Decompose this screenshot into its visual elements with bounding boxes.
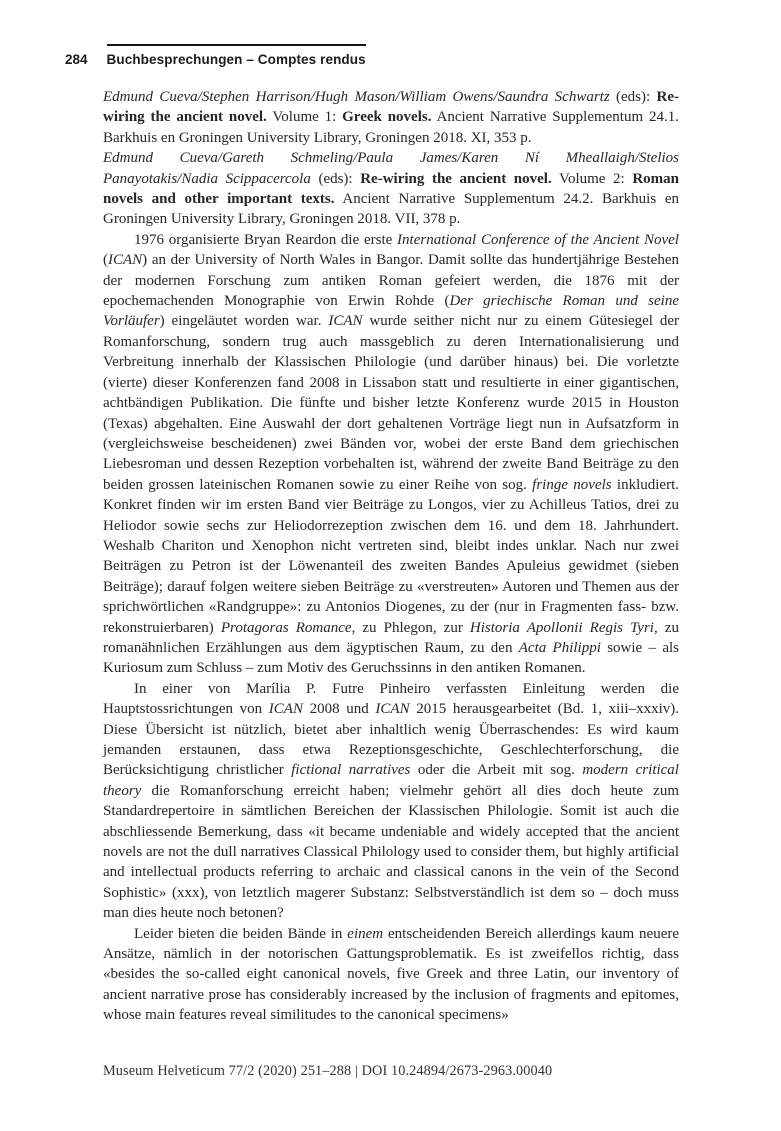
text-segment-normal: ) an der University of North Wales in Bangor. Damit sollte das hundertjährige Bestehen der modernen Forschung zum antiken Roman gefeiert werden, die 1876 mit der epochemachenden Monographie von Erwin Rohde ( bbox=[103, 252, 679, 310]
paragraph bbox=[103, 230, 679, 679]
text-segment-normal: (eds): bbox=[310, 170, 361, 187]
text-segment-normal: Leider bieten die beiden Bände in bbox=[134, 925, 348, 942]
text-segment-normal: wurde seither nicht nur zu einem Gütesiegel der Romanforschung, sondern trug auch massgeblich zu deren Internationalisierung und Verbreitung innerhalb der Klassischen Philologie (und darüber hinaus) bei. Die vorletzte (vierte) dieser Konferenzen fand 2008 in Lissabon statt und resultierte in einer gigantischen, achtbändigen Publikation. Die fünfte und bisher letzte Konferenz wurde 2015 in Houston (Texas) abgehalten. Eine Auswahl der dort gehaltenen Vorträge liegt nun in Aufsatzform in (vergleichsweise bescheidenen) zwei Bänden vor, wobei der erste Band dem griechischen Liebesroman und dessen Rezeption vorbehalten ist, während der zweite Band Beiträge zu den beiden grossen lateinischen Romanen sowie zu einer Reihe von sog. bbox=[103, 313, 679, 493]
text-segment-normal: Ancient Narrative Supplementum 24.2. Barkhuis en Groningen University Library, Groningen 2018. VII, 378 p. bbox=[103, 191, 679, 228]
text-segment-normal: Volume 1: bbox=[266, 109, 343, 126]
text-segment-italic: fictional narratives bbox=[291, 762, 411, 779]
page-header bbox=[65, 44, 678, 68]
text-segment-normal: Ancient Narrative Supplementum 24.1. Barkhuis en Groningen University Library, Groningen 2018. XI, 353 p. bbox=[103, 109, 679, 146]
review-paragraphs bbox=[103, 87, 679, 1026]
paragraph bbox=[103, 87, 679, 148]
text-segment-normal: 2015 herausgearbeitet (Bd. 1, xiii–xxxiv). Diese Übersicht ist nützlich, bietet aber inhaltlich wenig Überraschendes: Es wird kaum jemanden erstaunen, dass etwa Rezeptionsgeschichte, Geschlechterforschung, die Berücksichtigung christlicher bbox=[103, 701, 680, 779]
text-segment-italic: fringe novels bbox=[532, 476, 612, 493]
text-segment-italic: Der griechische Roman und seine Vorläufer bbox=[103, 293, 679, 330]
text-segment-normal: In einer von Marília P. Futre Pinheiro verfassten Einleitung werden die Hauptstossrichtungen von bbox=[103, 680, 679, 718]
text-segment-italic: Acta Philippi bbox=[518, 639, 601, 656]
text-segment-bold: Re-wiring the ancient novel. bbox=[360, 170, 552, 187]
text-segment-bold: Greek novels. bbox=[342, 109, 432, 126]
text-segment-normal: Volume 2: bbox=[551, 170, 633, 187]
text-segment-normal: , zu romanähnlichen Erzählungen aus dem ägyptischen Raum, zu den bbox=[103, 619, 679, 656]
text-segment-italic: Protagoras Romance bbox=[220, 619, 352, 636]
text-segment-italic: ICAN bbox=[328, 313, 363, 330]
text-segment-italic: Historia Apollonii Regis Tyri bbox=[469, 619, 654, 636]
text-segment-normal: inkludiert. Konkret finden wir im ersten Band vier Beiträge zu Longos, vier zu Achilleus Tatios, drei zu Heliodor sowie sechs zur Heliodorrezeption zwischen dem 16. und dem 18. Jahrhundert. Weshalb Chariton und Xenophon nicht vertreten sind, bleibt indes unklar. Nach nur zwei Beiträgen zu Petron ist der Löwenanteil des zweiten Bandes Apuleius gewidmet (sieben Beiträge); darauf folgen weitere sieben Beiträge zu «verstreuten» Autoren und Themen aus der sprichwörtlichen «Randgruppe»: zu Antonios Diogenes, zu der (nur in Fragmenten fass- bzw. rekonstruierbaren) bbox=[103, 476, 679, 636]
text-segment-normal: 2008 und bbox=[302, 701, 376, 718]
text-segment-italic: ICAN bbox=[375, 701, 410, 718]
text-segment-normal: 1976 organisierte Bryan Reardon die erste bbox=[134, 231, 398, 248]
text-segment-bold: Roman novels and other important texts. bbox=[103, 170, 679, 208]
running-head-title: Buchbesprechungen – Comptes rendus bbox=[107, 44, 366, 68]
paragraph bbox=[103, 148, 679, 230]
text-segment-normal: oder die Arbeit mit sog. bbox=[410, 762, 583, 779]
text-segment-normal: entscheidenden Bereich allerdings kaum neuere Ansätze, nämlich in der notorischen Gattungsproblematik. Es ist zweifellos richtig, dass «besides the so-called eight canonical novels, five Greek and three Latin, our inventory of ancient narrative prose has considerably increased by the inclusion of fragments and epitomes, whose main features reveal similitudes to the canonical specimens» bbox=[103, 925, 680, 1024]
text-segment-italic: ICAN bbox=[268, 701, 303, 718]
text-segment-italic: modern critical theory bbox=[103, 762, 679, 799]
text-segment-normal: die Romanforschung erreicht haben; vielmehr gehört all dies doch heute zum Standardrepertoire in sämtlichen Bereichen der Klassischen Philologie. Somit ist auch die abschliessende Bemerkung, dass «it became undeniable and widely accepted that the ancient novels are not the dull narratives Classical Philology used to consider them, but highly artificial and intellectual products referring to archaic and classical canons in the vein of the Second Sophistic» (xxx), von letztlich magerer Substanz: Selbstverständlich ist dem so – doch muss man dies heute noch betonen? bbox=[103, 782, 679, 922]
text-segment-italic: Edmund Cueva/Stephen Harrison/Hugh Mason/William Owens/Saundra Schwartz bbox=[103, 89, 610, 105]
text-segment-normal: ) eingeläutet worden war. bbox=[159, 313, 329, 330]
text-segment-italic: einem bbox=[347, 925, 384, 942]
text-segment-bold: Re-wiring the ancient novel. bbox=[103, 89, 679, 126]
text-segment-normal: , zu Phlegon, zur bbox=[351, 619, 470, 636]
text-segment-normal: sowie – als Kuriosum zum Schluss – zum Motiv des Geruchssinns in den antiken Romanen. bbox=[103, 639, 679, 677]
text-segment-italic: International Conference of the Ancient Novel bbox=[397, 231, 679, 248]
text-segment-normal: (eds): bbox=[609, 89, 657, 105]
page-number: 284 bbox=[65, 52, 88, 67]
footer-citation: Museum Helveticum 77/2 (2020) 251–288 | DOI 10.24894/2673-2963.00040 bbox=[103, 1063, 553, 1079]
text-segment-italic: Edmund Cueva/Gareth Schmeling/Paula James/Karen Ní Mheallaigh/Stelios Panayotakis/Nadia Scippacercola bbox=[103, 150, 679, 187]
text-segment-normal: ( bbox=[103, 252, 108, 269]
text-segment-italic: ICAN bbox=[108, 252, 143, 269]
paragraph bbox=[103, 679, 679, 924]
paragraph bbox=[103, 924, 679, 1026]
